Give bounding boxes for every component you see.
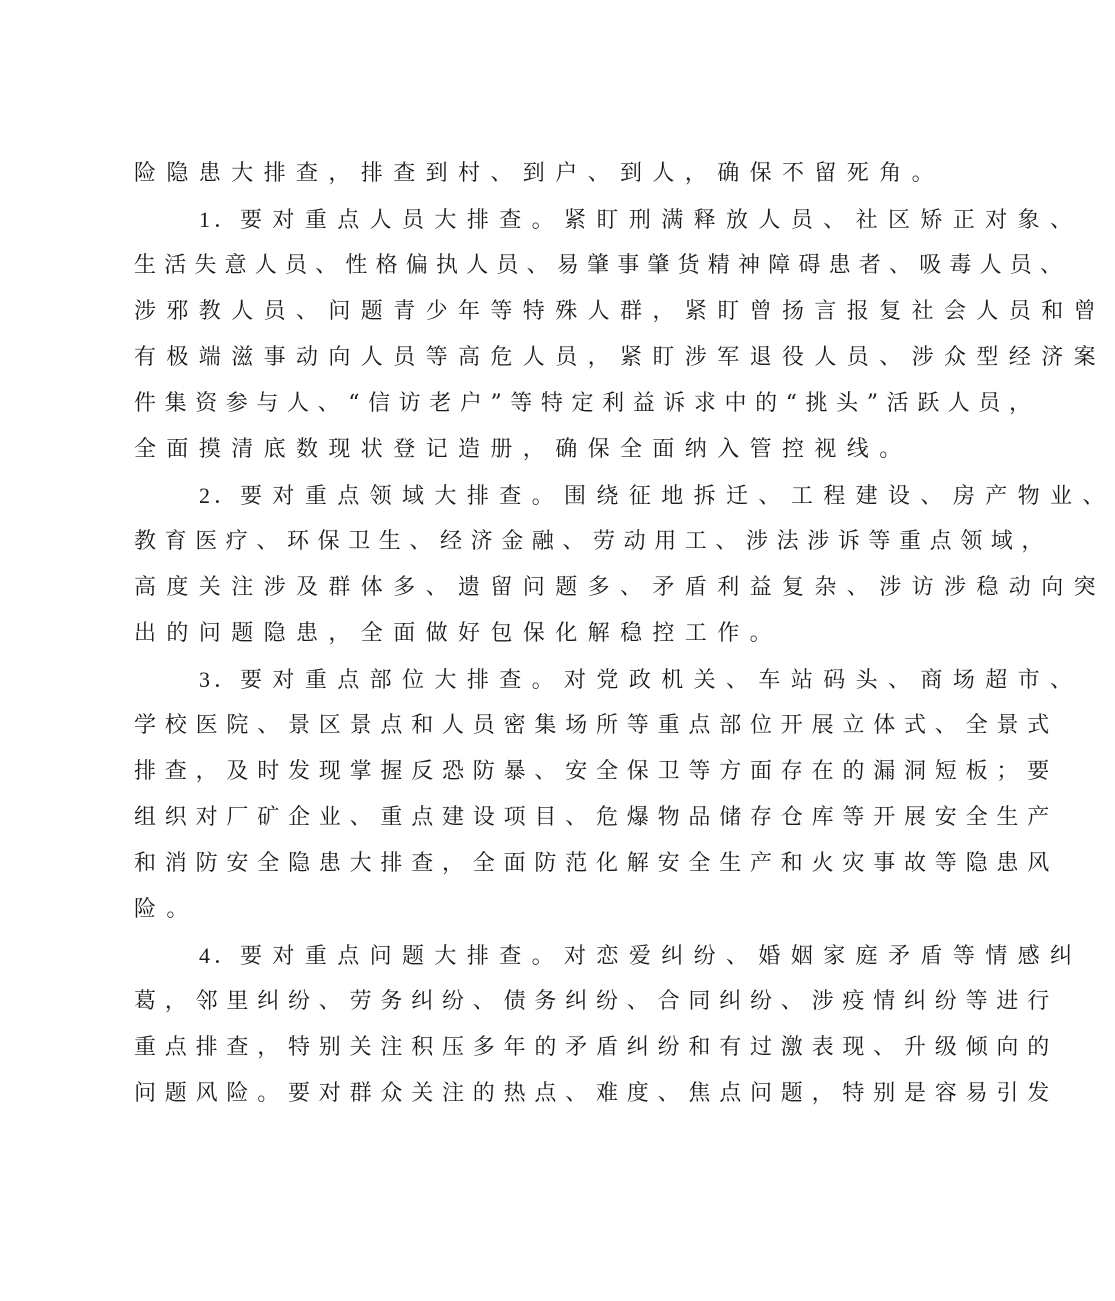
paragraph-key-personnel xyxy=(134,204,1107,480)
text-line: 件集资参与人、“信访老户”等特定利益诉求中的“挑头”活跃人员， xyxy=(134,391,1040,416)
text-line: 葛，邻里纠纷、劳务纠纷、债务纠纷、合同纠纷、涉疫情纠纷等进行 xyxy=(134,989,1059,1014)
list-number: 3． xyxy=(199,667,241,692)
text-line: 险。 xyxy=(134,897,199,922)
text-line: 学校医院、景区景点和人员密集场所等重点部位开展立体式、全景式 xyxy=(134,713,1059,738)
document-body xyxy=(134,158,1115,1124)
paragraph-key-locations xyxy=(134,664,1083,940)
list-number: 4． xyxy=(199,943,241,968)
text-line: 出的问题隐患，全面做好包保化解稳控工作。 xyxy=(134,621,783,646)
text-line: 和消防安全隐患大排查，全面防范化解安全生产和火灾事故等隐患风 xyxy=(134,851,1059,876)
text-line: 生活失意人员、性格偏执人员、易肇事肇货精神障碍患者、吸毒人员、 xyxy=(134,253,1071,278)
text-span: 要对重点人员大排查。紧盯刑满释放人员、社区矫正对象、 xyxy=(240,208,1083,233)
text-line: 涉邪教人员、问题青少年等特殊人群，紧盯曾扬言报复社会人员和曾 xyxy=(134,299,1107,324)
text-line xyxy=(134,480,1115,526)
text-line: 排查，及时发现掌握反恐防暴、安全保卫等方面存在的漏洞短板；要 xyxy=(134,759,1059,784)
list-number: 1． xyxy=(199,207,241,232)
paragraph-key-issues xyxy=(134,940,1083,1124)
text-span: 要对重点领域大排查。围绕征地拆迁、工程建设、房产物业、 xyxy=(240,484,1115,509)
text-line: 全面摸清底数现状登记造册，确保全面纳入管控视线。 xyxy=(134,437,912,462)
text-line xyxy=(134,664,1083,710)
text-line: 重点排查，特别关注积压多年的矛盾纠纷和有过激表现、升级倾向的 xyxy=(134,1035,1059,1060)
text-span: 要对重点问题大排查。对恋爱纠纷、婚姻家庭矛盾等情感纠 xyxy=(240,944,1083,969)
text-span: 要对重点部位大排查。对党政机关、车站码头、商场超市、 xyxy=(240,668,1083,693)
text-line xyxy=(134,940,1083,986)
text-line: 教育医疗、环保卫生、经济金融、劳动用工、涉法涉诉等重点领域， xyxy=(134,529,1053,554)
text-line: 有极端滋事动向人员等高危人员，紧盯涉军退役人员、涉众型经济案 xyxy=(134,345,1107,370)
text-line xyxy=(134,204,1083,250)
text-line: 问题风险。要对群众关注的热点、难度、焦点问题，特别是容易引发 xyxy=(134,1081,1059,1106)
text-line: 高度关注涉及群体多、遗留问题多、矛盾利益复杂、涉访涉稳动向突 xyxy=(134,575,1107,600)
text-line: 险隐患大排查，排查到村、到户、到人，确保不留死角。 xyxy=(134,161,945,186)
text-line: 组织对厂矿企业、重点建设项目、危爆物品储存仓库等开展安全生产 xyxy=(134,805,1059,830)
paragraph-key-fields xyxy=(134,480,1115,664)
paragraph-continuation xyxy=(134,158,945,204)
list-number: 2． xyxy=(199,483,241,508)
